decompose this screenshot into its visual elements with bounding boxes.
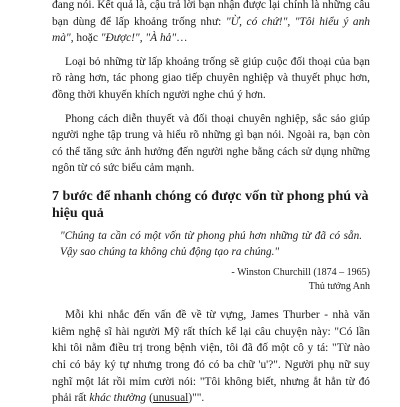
paragraph-filler-words [52, 0, 370, 47]
epigraph-quote: "Chúng ta cần có một vốn từ phong phú hơn những từ đã có sẵn. Vậy sao chúng ta không chủ động tạo ra chúng." [60, 229, 362, 258]
quote-attribution-title: Thủ tướng Anh [308, 281, 370, 293]
emphasized-word: khác thường [89, 392, 147, 405]
example-phrases: "Ừ, có chứ!", "Tôi hiểu ý anh mà" [52, 15, 370, 45]
paragraph-text: đang nói. Kết quả là, cậu trả lời bạn nhận được lại chính là những câu bạn dùng để lấp khoảng trống như: [52, 0, 370, 28]
paragraph-text: … [176, 32, 188, 45]
paragraph-text: ( [146, 392, 153, 405]
example-phrases: "Được!", "À hả" [100, 32, 177, 45]
quote-attribution: - Winston Churchill (1874 – 1965) [231, 267, 370, 279]
paragraph-professional-style: Phong cách diễn thuyết và đối thoại chuyên nghiệp, sắc sảo giúp người nghe tập trung và hiểu rõ những gì bạn nói. Ngoài ra, bạn còn có thể tăng sức ảnh hưởng đến người nghe bằng cách sử dụng những ngôn từ có sức biểu cảm mạnh. [52, 112, 370, 175]
paragraph-thurber-story [52, 307, 370, 407]
paragraph-text: )"". [188, 392, 205, 405]
section-spacer [52, 294, 370, 307]
underlined-word: unusual [152, 392, 189, 405]
section-heading: 7 bước để nhanh chóng có được vốn từ phong phú và hiệu quả [52, 188, 369, 221]
paragraph-remove-fillers: Loại bỏ những từ lấp khoảng trống sẽ giúp cuộc đối thoại của bạn rõ ràng hơn, tác phong giao tiếp chuyên nghiệp và thuyết phục hơn, đồng thời khuyến khích người nghe chú ý hơn. [52, 55, 370, 101]
paragraph-text: Mỗi khi nhắc đến vấn đề về từ vựng, James Thurber - nhà văn kiêm nghệ sĩ hài người Mỹ rất thích kể lại câu chuyện này: "Có lần khi tôi nằm điều trị trong bệnh viện, tôi đã đố một cô y tá: "Từ nào chỉ có bảy ký tự nhưng trong đó có ba chữ 'u'?". Người phụ nữ suy nghĩ một lát rồi mỉm cười nói: "Tôi không biết, nhưng ắt hẳn từ đó phải rất [52, 309, 370, 405]
paragraph-text: , hoặc [70, 32, 101, 45]
